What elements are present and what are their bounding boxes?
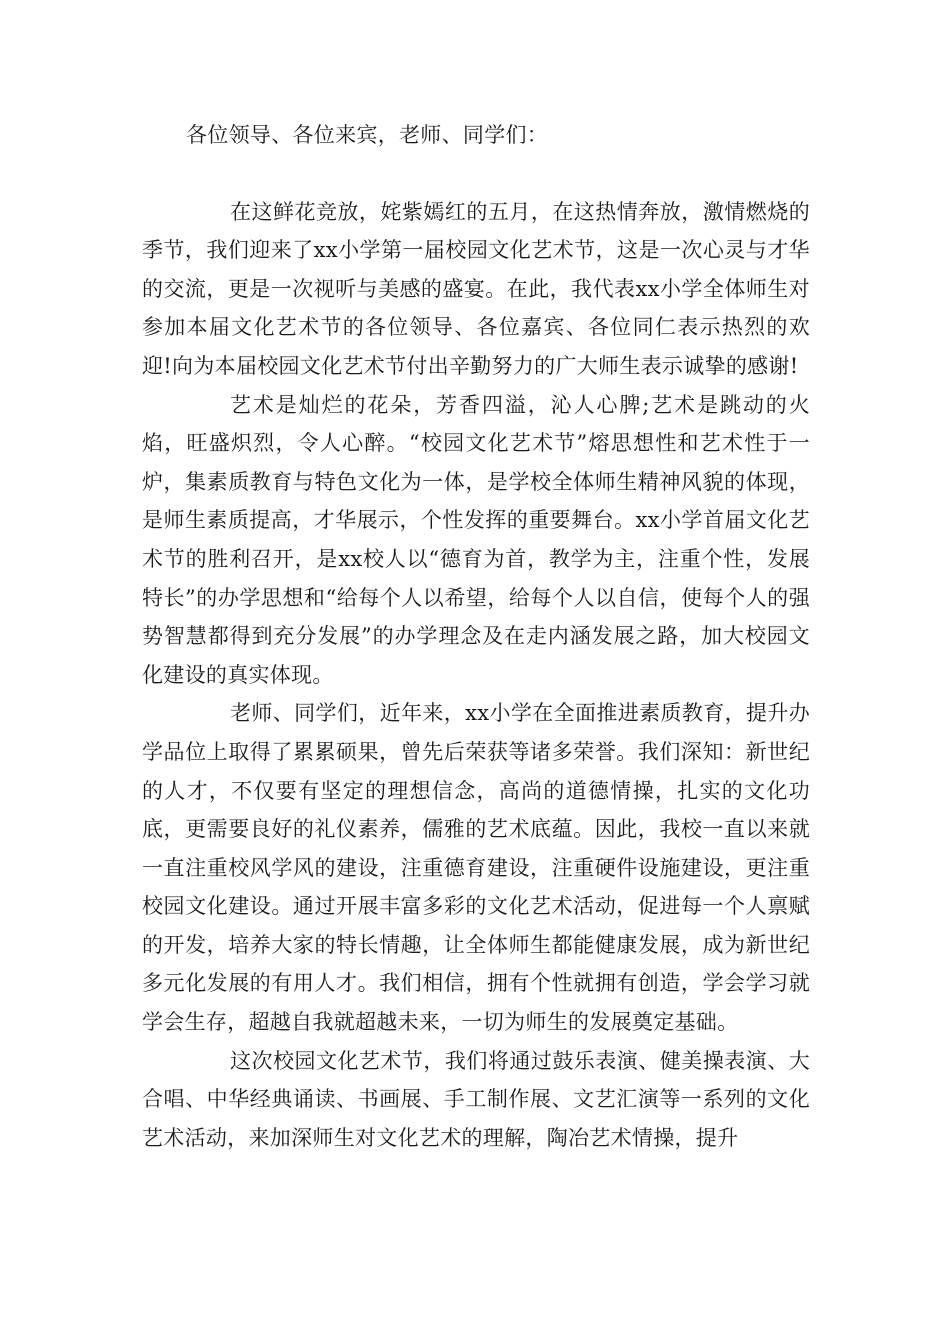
paragraph-1: 在这鲜花竞放，姹紫嫣红的五月，在这热情奔放，激情燃烧的季节，我们迎来了xx小学第一届校园文化艺术节，这是一次心灵与才华的交流，更是一次视听与美感的盛宴。在此，我代表xx小学全体师生对参加本届文化艺术节的各位领导、各位嘉宾、各位同仁表示热烈的欢迎!向为本届校园文化艺术节付出辛勤努力的广大师生表示诚挚的感谢!: [142, 199, 810, 378]
paragraph-4: 这次校园文化艺术节，我们将通过鼓乐表演、健美操表演、大合唱、中华经典诵读、书画展、手工制作展、文艺汇演等一系列的文化艺术活动，来加深师生对文化艺术的理解，陶冶艺术情操，提升: [142, 1048, 810, 1150]
paragraph-2: 艺术是灿烂的花朵，芳香四溢，沁人心脾;艺术是跳动的火焰，旺盛炽烈，令人心醉。“校园文化艺术节”熔思想性和艺术性于一炉，集素质教育与特色文化为一体，是学校全体师生精神风貌的体现，是师生素质提高，才华展示，个性发挥的重要舞台。xx小学首届文化艺术节的胜利召开，是xx校人以“德育为首，教学为主，注重个性，发展特长”的办学思想和“给每个人以希望，给每个人以自信，使每个人的强势智慧都得到充分发展”的办学理念及在走内涵发展之路，加大校园文化建设的真实体现。: [142, 392, 810, 687]
salutation: 各位领导、各位来宾，老师、同学们：: [186, 123, 549, 147]
paragraph-3: 老师、同学们，近年来，xx小学在全面推进素质教育，提升办学品位上取得了累累硕果，曾先后荣获等诸多荣誉。我们深知：新世纪的人才，不仅要有坚定的理想信念，高尚的道德情操，扎实的文化功底，更需要良好的礼仪素养，儒雅的艺术底蕴。因此，我校一直以来就一直注重校风学风的建设，注重德育建设，注重硬件设施建设，更注重校园文化建设。通过开展丰富多彩的文化艺术活动，促进每一个人禀赋的开发，培养大家的特长情趣，让全体师生都能健康发展，成为新世纪多元化发展的有用人才。我们相信，拥有个性就拥有创造，学会学习就学会生存，超越自我就超越未来，一切为师生的发展奠定基础。: [142, 701, 810, 1035]
speech-body: [142, 116, 810, 1157]
